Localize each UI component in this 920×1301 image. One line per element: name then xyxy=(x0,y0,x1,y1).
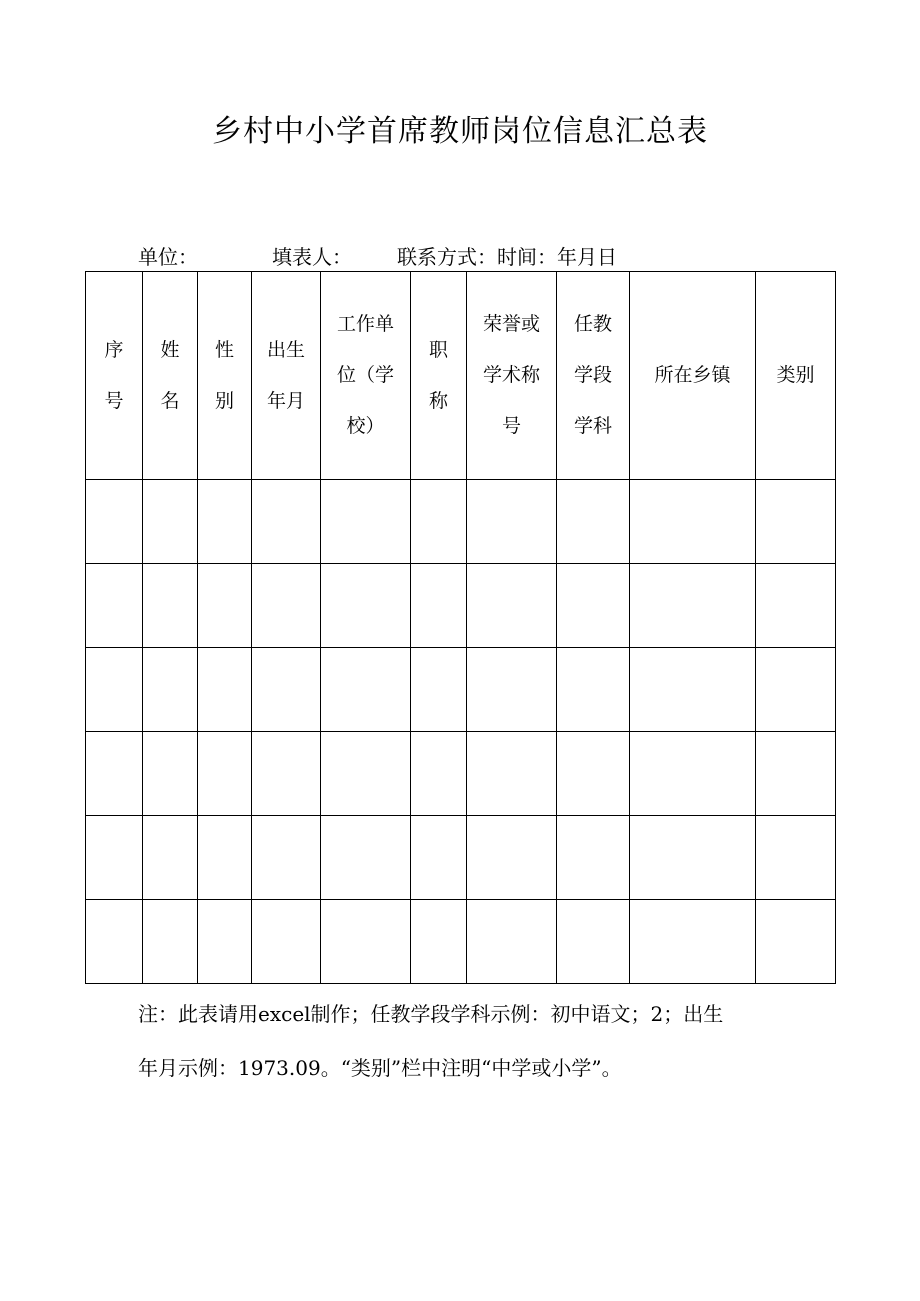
table-cell xyxy=(321,816,411,900)
table-cell xyxy=(756,816,836,900)
table-cell xyxy=(198,564,252,648)
table-cell xyxy=(467,732,557,816)
table-cell xyxy=(143,480,198,564)
table-cell xyxy=(86,900,143,984)
table-cell xyxy=(321,648,411,732)
table-cell xyxy=(557,564,630,648)
table-cell xyxy=(411,480,467,564)
table-cell xyxy=(86,732,143,816)
table-cell xyxy=(557,900,630,984)
table-cell xyxy=(198,648,252,732)
footnote xyxy=(138,987,798,1095)
table-cell xyxy=(321,480,411,564)
column-header-line: 号 xyxy=(104,389,124,412)
table-cell xyxy=(557,480,630,564)
column-header-line: 学术称 xyxy=(482,364,540,386)
column-header-line: 学段 xyxy=(573,364,612,386)
column-header-line: 称 xyxy=(428,389,448,412)
table-cell xyxy=(86,480,143,564)
table-cell xyxy=(252,816,321,900)
table-cell xyxy=(467,564,557,648)
column-header-line: 所在乡镇 xyxy=(654,364,731,386)
table-cell xyxy=(756,480,836,564)
table-cell xyxy=(467,648,557,732)
table-cell xyxy=(756,732,836,816)
column-header xyxy=(756,272,836,480)
time-label: 时间：年月日 xyxy=(497,245,617,269)
table-cell xyxy=(411,816,467,900)
table-cell xyxy=(321,564,411,648)
table-cell xyxy=(143,648,198,732)
table-row xyxy=(86,816,836,900)
footnote-line-1: 注：此表请用excel制作；任教学段学科示例：初中语文；2；出生 xyxy=(138,1002,724,1026)
column-header xyxy=(143,272,198,480)
table-cell xyxy=(143,564,198,648)
table-cell xyxy=(143,732,198,816)
table-cell xyxy=(86,648,143,732)
table-cell xyxy=(252,900,321,984)
column-header-line: 校） xyxy=(346,415,385,437)
table-cell xyxy=(630,900,756,984)
filler-label: 填表人： xyxy=(272,245,352,269)
column-header xyxy=(86,272,143,480)
column-header-line: 年月 xyxy=(266,389,305,412)
table-row xyxy=(86,900,836,984)
table-cell xyxy=(252,480,321,564)
column-header-line: 位（学 xyxy=(336,364,394,386)
table-cell xyxy=(252,564,321,648)
table-cell xyxy=(557,732,630,816)
column-header-line: 荣誉或 xyxy=(482,313,540,335)
table-row xyxy=(86,648,836,732)
column-header-line: 性 xyxy=(214,338,234,361)
unit-label: 单位： xyxy=(138,245,198,269)
table-cell xyxy=(86,564,143,648)
table-cell xyxy=(467,816,557,900)
column-header-line: 姓 xyxy=(160,338,180,361)
table-cell xyxy=(630,480,756,564)
table-cell xyxy=(630,648,756,732)
column-header-line: 工作单 xyxy=(336,313,394,335)
table-cell xyxy=(252,732,321,816)
table-cell xyxy=(143,816,198,900)
table-row xyxy=(86,564,836,648)
column-header-line: 类别 xyxy=(776,364,815,386)
table-cell xyxy=(557,816,630,900)
table-cell xyxy=(756,564,836,648)
column-header xyxy=(252,272,321,480)
column-header-line: 号 xyxy=(501,415,521,437)
column-header-line: 出生 xyxy=(266,338,305,361)
table-cell xyxy=(252,648,321,732)
table-cell xyxy=(198,732,252,816)
table-cell xyxy=(411,648,467,732)
table-cell xyxy=(321,732,411,816)
table-cell xyxy=(467,480,557,564)
document-title: 乡村中小学首席教师岗位信息汇总表 xyxy=(212,114,708,149)
column-header-line: 序 xyxy=(104,338,124,361)
column-header xyxy=(198,272,252,480)
contact-label: 联系方式： xyxy=(397,245,497,269)
table-cell xyxy=(630,816,756,900)
table-cell xyxy=(756,648,836,732)
info-table xyxy=(85,271,836,984)
table-cell xyxy=(411,900,467,984)
table-cell xyxy=(630,732,756,816)
table-body xyxy=(86,480,836,984)
column-header-line: 学科 xyxy=(573,415,612,437)
table-cell xyxy=(321,900,411,984)
column-header xyxy=(321,272,411,480)
table-row xyxy=(86,480,836,564)
table-cell xyxy=(143,900,198,984)
column-header-line: 名 xyxy=(160,389,180,412)
column-header-line: 职 xyxy=(428,338,448,361)
column-header xyxy=(411,272,467,480)
column-header xyxy=(557,272,630,480)
table-row xyxy=(86,732,836,816)
column-header xyxy=(467,272,557,480)
table-cell xyxy=(467,900,557,984)
column-header xyxy=(630,272,756,480)
table-cell xyxy=(411,564,467,648)
table-cell xyxy=(198,900,252,984)
column-header-line: 别 xyxy=(214,389,234,412)
footnote-line-2: 年月示例：1973.09。“类别”栏中注明“中学或小学”。 xyxy=(138,1056,622,1080)
table-cell xyxy=(557,648,630,732)
table-header-row xyxy=(86,272,836,480)
table-cell xyxy=(86,816,143,900)
column-header-line: 任教 xyxy=(573,313,612,335)
table-cell xyxy=(198,480,252,564)
form-meta-line xyxy=(138,243,617,271)
table-cell xyxy=(756,900,836,984)
table-cell xyxy=(198,816,252,900)
table-cell xyxy=(411,732,467,816)
table-cell xyxy=(630,564,756,648)
